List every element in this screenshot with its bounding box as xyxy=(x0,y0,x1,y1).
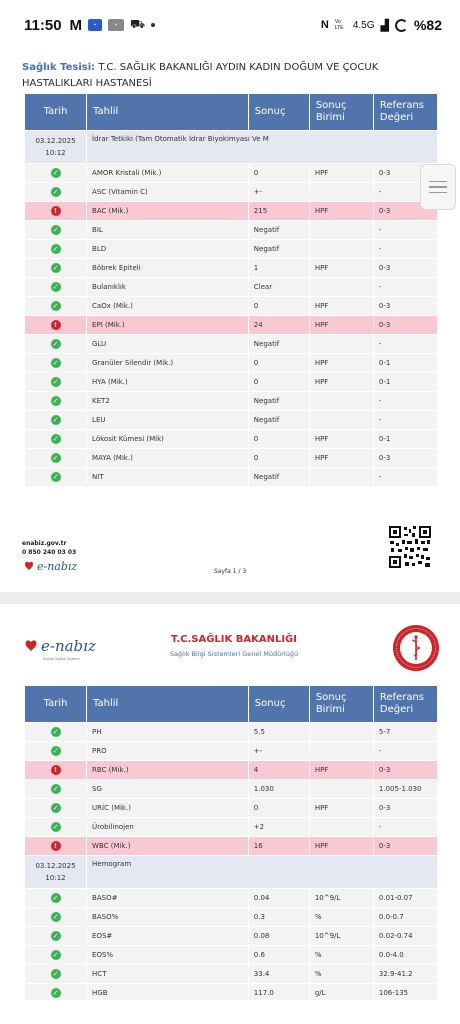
table-row xyxy=(25,221,437,239)
test-reference: - xyxy=(374,818,437,836)
status-cell xyxy=(25,297,86,315)
test-unit xyxy=(310,468,373,486)
footer-phone: 0 850 240 03 03 xyxy=(22,549,77,556)
table-row xyxy=(25,278,437,296)
test-unit: HPF xyxy=(310,761,373,779)
page-number: Sayfa 1 / 3 xyxy=(214,568,247,575)
status-cell xyxy=(25,927,86,945)
status-system-icons xyxy=(321,17,442,33)
status-cell xyxy=(25,468,86,486)
col-header-unit: Sonuç Birimi xyxy=(310,94,373,130)
check-icon: ✓ xyxy=(51,339,61,349)
status-cell xyxy=(25,742,86,760)
check-icon: ✓ xyxy=(51,244,61,254)
test-name: BAC (Mik.) xyxy=(87,202,248,220)
test-result: 0.6 xyxy=(249,946,309,964)
test-result: 0 xyxy=(249,799,309,817)
table-row xyxy=(25,392,437,410)
test-unit: HPF xyxy=(310,354,373,372)
test-name: LEU xyxy=(87,411,248,429)
check-icon: ✓ xyxy=(51,168,61,178)
test-unit xyxy=(310,335,373,353)
test-unit xyxy=(310,818,373,836)
test-reference: 0.01-0.07 xyxy=(374,889,437,907)
status-cell xyxy=(25,278,86,296)
test-name: ASC (Vitamin C) xyxy=(87,183,248,201)
status-cell xyxy=(25,946,86,964)
test-result: 215 xyxy=(249,202,309,220)
test-reference: - xyxy=(374,411,437,429)
table-row xyxy=(25,927,437,945)
test-result: 0 xyxy=(249,430,309,448)
warning-icon: ! xyxy=(51,206,61,216)
group-date-cell xyxy=(25,856,86,888)
enabiz-header-logo xyxy=(22,634,117,664)
table-row xyxy=(25,335,437,353)
status-cell xyxy=(25,818,86,836)
test-result: Negatif xyxy=(249,468,309,486)
test-name: HYA (Mik.) xyxy=(87,373,248,391)
test-name: Ürobilinojen xyxy=(87,818,248,836)
network-type: 4.5G xyxy=(352,19,375,31)
col-header-date: Tarih xyxy=(25,686,86,722)
table-row xyxy=(25,468,437,486)
test-result: 0 xyxy=(249,373,309,391)
test-reference: 106-135 xyxy=(374,984,437,1002)
warning-icon: ! xyxy=(51,841,61,851)
ministry-seal-icon xyxy=(392,624,440,672)
test-unit xyxy=(310,392,373,410)
status-cell xyxy=(25,965,86,983)
test-result: +- xyxy=(249,183,309,201)
status-cell xyxy=(25,392,86,410)
col-header-reference: Referans Değeri xyxy=(374,686,437,722)
menu-line-icon xyxy=(429,181,447,183)
test-result: +2 xyxy=(249,818,309,836)
test-unit xyxy=(310,742,373,760)
test-reference: 0.0-4.0 xyxy=(374,946,437,964)
test-reference: - xyxy=(374,335,437,353)
test-name: EOS% xyxy=(87,946,248,964)
test-reference: - xyxy=(374,221,437,239)
table-row xyxy=(25,780,437,798)
check-icon: ✓ xyxy=(51,358,61,368)
table-row xyxy=(25,889,437,907)
status-cell xyxy=(25,164,86,182)
more-notifications-dot xyxy=(151,23,155,27)
test-reference: 0-3 xyxy=(374,761,437,779)
test-unit: 10^9/L xyxy=(310,889,373,907)
check-icon: ✓ xyxy=(51,415,61,425)
test-unit xyxy=(310,723,373,741)
ministry-title: T.C.SAĞLIK BAKANLIĞI xyxy=(171,634,297,645)
status-cell xyxy=(25,430,86,448)
table-row xyxy=(25,742,437,760)
check-icon: ✓ xyxy=(51,784,61,794)
test-unit: % xyxy=(310,965,373,983)
test-name: EOS# xyxy=(87,927,248,945)
test-unit: HPF xyxy=(310,297,373,315)
check-icon: ✓ xyxy=(51,301,61,311)
enabiz-footer-logo xyxy=(22,557,94,577)
signal-icon: ▟ xyxy=(380,19,389,32)
test-reference: 0-3 xyxy=(374,449,437,467)
facility-name: T.C. SAĞLIK BAKANLIĞI AYDIN KADIN DOĞUM VE ÇOCUK HASTALIKLARI HASTANESİ xyxy=(22,62,379,89)
col-header-reference: Referans Değeri xyxy=(374,94,437,130)
group-name: Hemogram xyxy=(87,856,437,888)
col-header-result: Sonuç xyxy=(249,686,309,722)
test-unit: HPF xyxy=(310,430,373,448)
table-row xyxy=(25,316,437,334)
test-result: 117.0 xyxy=(249,984,309,1002)
nfc-icon: N xyxy=(320,19,329,31)
table-row xyxy=(25,761,437,779)
table-row xyxy=(25,908,437,926)
test-unit: % xyxy=(310,908,373,926)
results-table-page2 xyxy=(24,685,438,1003)
check-icon: ✓ xyxy=(51,377,61,387)
test-result: 33.4 xyxy=(249,965,309,983)
status-cell xyxy=(25,259,86,277)
test-result: 0 xyxy=(249,449,309,467)
test-name: Lökosit Kümesi (Mik) xyxy=(87,430,248,448)
test-reference: - xyxy=(374,240,437,258)
menu-line-icon xyxy=(429,192,447,194)
check-icon: ✓ xyxy=(51,950,61,960)
test-reference: 0-1 xyxy=(374,430,437,448)
test-reference: - xyxy=(374,742,437,760)
test-reference: 0.02-0.74 xyxy=(374,927,437,945)
table-row xyxy=(25,373,437,391)
table-row xyxy=(25,799,437,817)
test-name: HCT xyxy=(87,965,248,983)
test-unit: g/L xyxy=(310,984,373,1002)
table-row xyxy=(25,430,437,448)
side-menu-handle[interactable] xyxy=(420,164,456,210)
test-result: 1 xyxy=(249,259,309,277)
test-unit: HPF xyxy=(310,373,373,391)
status-notification-icons xyxy=(70,17,156,34)
page-separator xyxy=(0,592,460,604)
table-row xyxy=(25,946,437,964)
test-result: 1.030 xyxy=(249,780,309,798)
status-cell xyxy=(25,780,86,798)
test-unit: 10^9/L xyxy=(310,927,373,945)
test-name: SG xyxy=(87,780,248,798)
status-cell xyxy=(25,837,86,855)
check-icon: ✓ xyxy=(51,727,61,737)
group-time: 10:12 xyxy=(45,149,66,157)
test-name: Bulanıklık xyxy=(87,278,248,296)
test-unit xyxy=(310,780,373,798)
group-date: 03.12.2025 xyxy=(35,862,76,870)
test-result: 24 xyxy=(249,316,309,334)
test-reference: 1.005-1.030 xyxy=(374,780,437,798)
test-reference: - xyxy=(374,468,437,486)
test-name: PH xyxy=(87,723,248,741)
table-row xyxy=(25,354,437,372)
status-bar xyxy=(0,0,460,50)
test-unit: HPF xyxy=(310,449,373,467)
status-cell xyxy=(25,316,86,334)
car-icon: ⛟ xyxy=(130,17,146,31)
status-time: 11:50 xyxy=(24,16,62,34)
test-unit: HPF xyxy=(310,164,373,182)
test-result: 4 xyxy=(249,761,309,779)
check-icon: ✓ xyxy=(51,225,61,235)
facility-label: Sağlık Tesisi: xyxy=(22,62,96,73)
department-title: Sağlık Bilgi Sistemleri Genel Müdürlüğü xyxy=(169,650,299,658)
test-name: KET2 xyxy=(87,392,248,410)
test-result: 0.04 xyxy=(249,889,309,907)
test-name: BASO# xyxy=(87,889,248,907)
test-reference: 0-3 xyxy=(374,297,437,315)
status-cell xyxy=(25,761,86,779)
test-name: BIL xyxy=(87,221,248,239)
test-reference: 32.9-41.2 xyxy=(374,965,437,983)
test-reference: 0-3 xyxy=(374,799,437,817)
table-row xyxy=(25,183,437,201)
test-reference: - xyxy=(374,183,437,201)
test-result: 0 xyxy=(249,354,309,372)
check-icon: ✓ xyxy=(51,434,61,444)
test-name: CaOx (Mik.) xyxy=(87,297,248,315)
test-result: Clear xyxy=(249,278,309,296)
check-icon: ✓ xyxy=(51,931,61,941)
table-row xyxy=(25,164,437,182)
test-name: RBC (Mik.) xyxy=(87,761,248,779)
gmail-icon: M xyxy=(69,16,83,34)
col-header-result: Sonuç xyxy=(249,94,309,130)
viewport-bottom xyxy=(0,1000,460,1024)
footer-site[interactable]: enabiz.gov.tr xyxy=(22,540,67,547)
table-row xyxy=(25,449,437,467)
test-unit xyxy=(310,278,373,296)
test-name: GLU xyxy=(87,335,248,353)
test-result: 5.5 xyxy=(249,723,309,741)
test-reference: 0.0-0.7 xyxy=(374,908,437,926)
status-cell xyxy=(25,354,86,372)
heart-icon xyxy=(25,562,33,570)
table-row xyxy=(25,965,437,983)
test-unit: HPF xyxy=(310,799,373,817)
test-result: Negatif xyxy=(249,411,309,429)
table-row xyxy=(25,202,437,220)
col-header-unit: Sonuç Birimi xyxy=(310,686,373,722)
col-header-date: Tarih xyxy=(25,94,86,130)
app-notification-icon: ▪ xyxy=(88,19,102,31)
results-table-page1 xyxy=(24,93,438,487)
test-result: 0 xyxy=(249,297,309,315)
test-name: HGB xyxy=(87,984,248,1002)
footer-logo-text: e-nabız xyxy=(37,560,78,573)
check-icon: ✓ xyxy=(51,822,61,832)
test-result: Negatif xyxy=(249,335,309,353)
test-result: 0.08 xyxy=(249,927,309,945)
check-icon: ✓ xyxy=(51,453,61,463)
test-reference: 0-1 xyxy=(374,373,437,391)
test-reference: 5-7 xyxy=(374,723,437,741)
check-icon: ✓ xyxy=(51,263,61,273)
table-row xyxy=(25,723,437,741)
col-header-test: Tahlil xyxy=(87,94,248,130)
test-reference: 0-3 xyxy=(374,837,437,855)
test-name: AMOR Kristali (Mik.) xyxy=(87,164,248,182)
test-result: 0 xyxy=(249,164,309,182)
status-cell xyxy=(25,449,86,467)
test-name: BLD xyxy=(87,240,248,258)
test-name: NIT xyxy=(87,468,248,486)
test-name: MAYA (Mik.) xyxy=(87,449,248,467)
status-cell xyxy=(25,411,86,429)
test-reference: 0-3 xyxy=(374,316,437,334)
test-reference: - xyxy=(374,278,437,296)
status-cell xyxy=(25,202,86,220)
test-name: BASO% xyxy=(87,908,248,926)
app-notification-icon-2: ▪ xyxy=(108,19,124,31)
test-reference: 0-3 xyxy=(374,202,437,220)
qr-code[interactable] xyxy=(388,525,432,569)
group-name: İdrar Tetkiki (Tam Otomatik İdrar Biyokimyası Ve M xyxy=(87,131,437,163)
col-header-test: Tahlil xyxy=(87,686,248,722)
test-unit: HPF xyxy=(310,259,373,277)
test-reference: - xyxy=(374,392,437,410)
group-row xyxy=(25,131,437,163)
test-name: EPI (Mik.) xyxy=(87,316,248,334)
test-name: Böbrek Epiteli xyxy=(87,259,248,277)
status-cell xyxy=(25,723,86,741)
test-name: URİC (Mik.) xyxy=(87,799,248,817)
status-cell xyxy=(25,221,86,239)
test-name: WBC (Mik.) xyxy=(87,837,248,855)
test-reference: 0-3 xyxy=(374,164,437,182)
check-icon: ✓ xyxy=(51,396,61,406)
status-cell xyxy=(25,335,86,353)
test-reference: 0-1 xyxy=(374,354,437,372)
group-date: 03.12.2025 xyxy=(35,137,76,145)
check-icon: ✓ xyxy=(51,472,61,482)
table-row xyxy=(25,240,437,258)
test-unit: HPF xyxy=(310,202,373,220)
header-logo-subtext: Kişisel Sağlık Sistemi xyxy=(43,657,80,661)
heart-icon xyxy=(26,640,37,651)
test-unit xyxy=(310,240,373,258)
status-cell xyxy=(25,908,86,926)
group-row xyxy=(25,856,437,888)
test-result: Negatif xyxy=(249,221,309,239)
table-row xyxy=(25,837,437,855)
test-unit xyxy=(310,221,373,239)
status-cell xyxy=(25,373,86,391)
table-row xyxy=(25,259,437,277)
warning-icon: ! xyxy=(51,765,61,775)
status-cell xyxy=(25,889,86,907)
facility-info xyxy=(22,60,442,92)
test-unit xyxy=(310,183,373,201)
warning-icon: ! xyxy=(51,320,61,330)
check-icon: ✓ xyxy=(51,282,61,292)
check-icon: ✓ xyxy=(51,803,61,813)
volte-label: Vo LTE xyxy=(334,19,344,31)
test-name: PRO xyxy=(87,742,248,760)
check-icon: ✓ xyxy=(51,912,61,922)
battery-percent: %82 xyxy=(413,17,442,33)
table-row xyxy=(25,411,437,429)
status-cell xyxy=(25,183,86,201)
test-reference: 0-3 xyxy=(374,259,437,277)
menu-line-icon xyxy=(429,186,447,188)
test-result: 0.3 xyxy=(249,908,309,926)
check-icon: ✓ xyxy=(51,893,61,903)
check-icon: ✓ xyxy=(51,746,61,756)
test-result: Negatif xyxy=(249,240,309,258)
group-time: 10:12 xyxy=(45,874,66,882)
battery-ring-icon xyxy=(395,19,408,32)
test-unit: % xyxy=(310,946,373,964)
test-result: +- xyxy=(249,742,309,760)
check-icon: ✓ xyxy=(51,187,61,197)
check-icon: ✓ xyxy=(51,988,61,998)
header-logo-text: e-nabız xyxy=(41,637,96,655)
group-date-cell xyxy=(25,131,86,163)
status-cell xyxy=(25,799,86,817)
test-result: Negatif xyxy=(249,392,309,410)
check-icon: ✓ xyxy=(51,969,61,979)
test-name: Granüler Silendir (Mik.) xyxy=(87,354,248,372)
test-unit: HPF xyxy=(310,316,373,334)
test-unit xyxy=(310,411,373,429)
status-cell xyxy=(25,240,86,258)
test-unit: HPF xyxy=(310,837,373,855)
table-row xyxy=(25,297,437,315)
table-row xyxy=(25,818,437,836)
test-result: 16 xyxy=(249,837,309,855)
